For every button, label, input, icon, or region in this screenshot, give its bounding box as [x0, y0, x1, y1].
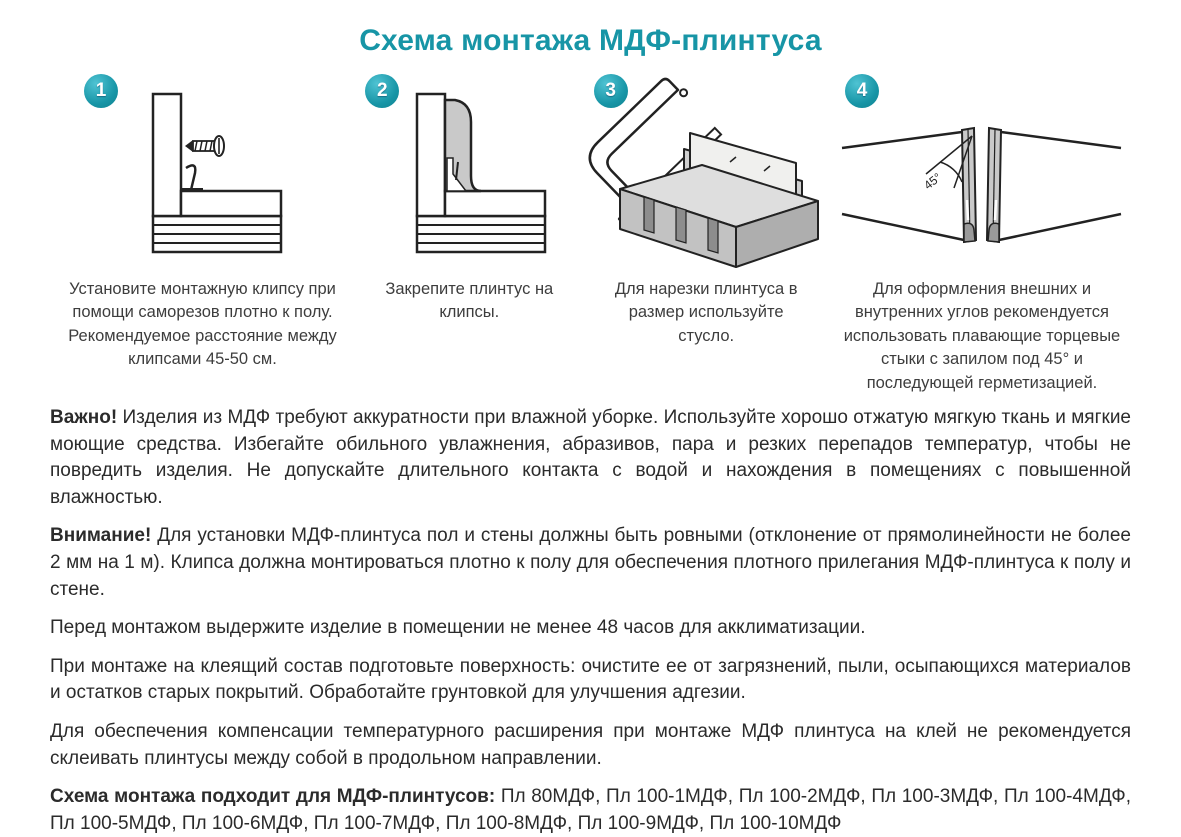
paragraph-attention-text: Для установки МДФ-плинтуса пол и стены должны быть ровными (отклонение от прямолинейности не более 2 мм на 1 м). Клипса должна монтироваться плотно к полу для обеспечения плотного прилегания МДФ-плинтуса к полу и стене. — [50, 525, 1131, 600]
paragraph-important-text: Изделия из МДФ требуют аккуратности при влажной уборке. Используйте хорошо отжатую мягкую ткань и мягкие моющие средства. Избегайте обильного увлажнения, абразивов, пара и резких перепадов температур, чтобы не повредить изделия. Не допускайте длительного контакта с водой и нахождения в помещениях с повышенной влажностью. — [50, 407, 1131, 508]
skirting-on-clip-icon — [369, 88, 569, 266]
paragraph-expansion-text: Для обеспечения компенсации температурного расширения при монтаже МДФ плинтуса на клей не рекомендуется склеивать плинтусы между собой в продольном направлении. — [50, 721, 1131, 769]
paragraph-glue-surface-text: При монтаже на клеящий состав подготовьте поверхность: очистите ее от загрязнений, пыли, осыпающихся материалов и остатков старых покрытий. Обработайте грунтовкой для улучшения адгезии. — [50, 655, 1131, 704]
paragraph-compatible-models-text: Пл 80МДФ, Пл 100-1МДФ, Пл 100-2МДФ, Пл 100-3МДФ, Пл 100-4МДФ, Пл 100-5МДФ, Пл 100-6МДФ, Пл 100-7МДФ, Пл 100-8МДФ, Пл 100-9МДФ, Пл 100-10МДФ — [50, 786, 1131, 834]
step-3-number-badge: 3 — [594, 74, 628, 108]
paragraph-expansion — [50, 719, 1131, 772]
step-1-number-badge: 1 — [84, 74, 118, 108]
screw-icon — [185, 136, 224, 156]
step-2-caption: Закрепите плинтус на клипсы. — [385, 280, 554, 322]
steps-row — [50, 72, 1131, 395]
step-2-number-badge: 2 — [365, 74, 399, 108]
skirting-profile-icon — [445, 100, 481, 191]
paragraph-compatible-models — [50, 784, 1131, 837]
step-1 — [50, 72, 355, 372]
miter-box-hacksaw-icon — [584, 77, 829, 277]
paragraph-acclimatization — [50, 615, 1131, 642]
paragraph-acclimatization-text: Перед монтажом выдержите изделие в помещении не менее 48 часов для акклиматизации. — [50, 617, 866, 639]
miter-box-icon — [620, 133, 818, 267]
step-1-caption: Установите монтажную клипсу при помощи саморезов плотно к полу. Рекомендуемое расстояние между клипсами 45-50 см. — [68, 280, 337, 369]
paragraph-attention-lead: Внимание! — [50, 525, 152, 547]
angle-label: 45° — [921, 170, 945, 193]
instruction-text — [50, 405, 1131, 837]
corner-joint-icon — [834, 88, 1129, 266]
paragraph-attention — [50, 523, 1131, 603]
paragraph-glue-surface — [50, 654, 1131, 707]
page-title: Схема монтажа МДФ-плинтуса — [359, 24, 822, 57]
right-skirting-piece — [987, 128, 1121, 242]
step-4-illustration — [833, 72, 1131, 274]
step-2 — [359, 72, 579, 325]
step-4-caption: Для оформления внешних и внутренних углов рекомендуется использовать плавающие торцевые стыки с запилом под 45° и последующей герметизацией. — [843, 280, 1121, 392]
step-3 — [584, 72, 829, 348]
step-3-caption: Для нарезки плинтуса в размер используйте стусло. — [614, 280, 798, 345]
paragraph-important — [50, 405, 1131, 511]
step-4-number-badge: 4 — [845, 74, 879, 108]
paragraph-important-lead: Важно! — [50, 407, 118, 429]
left-skirting-piece — [842, 128, 976, 242]
step-4 — [833, 72, 1131, 395]
mounting-clip-icon — [182, 165, 203, 190]
paragraph-compatible-models-lead: Схема монтажа подходит для МДФ-плинтусов: — [50, 786, 496, 808]
clip-and-screw-icon — [98, 88, 308, 266]
